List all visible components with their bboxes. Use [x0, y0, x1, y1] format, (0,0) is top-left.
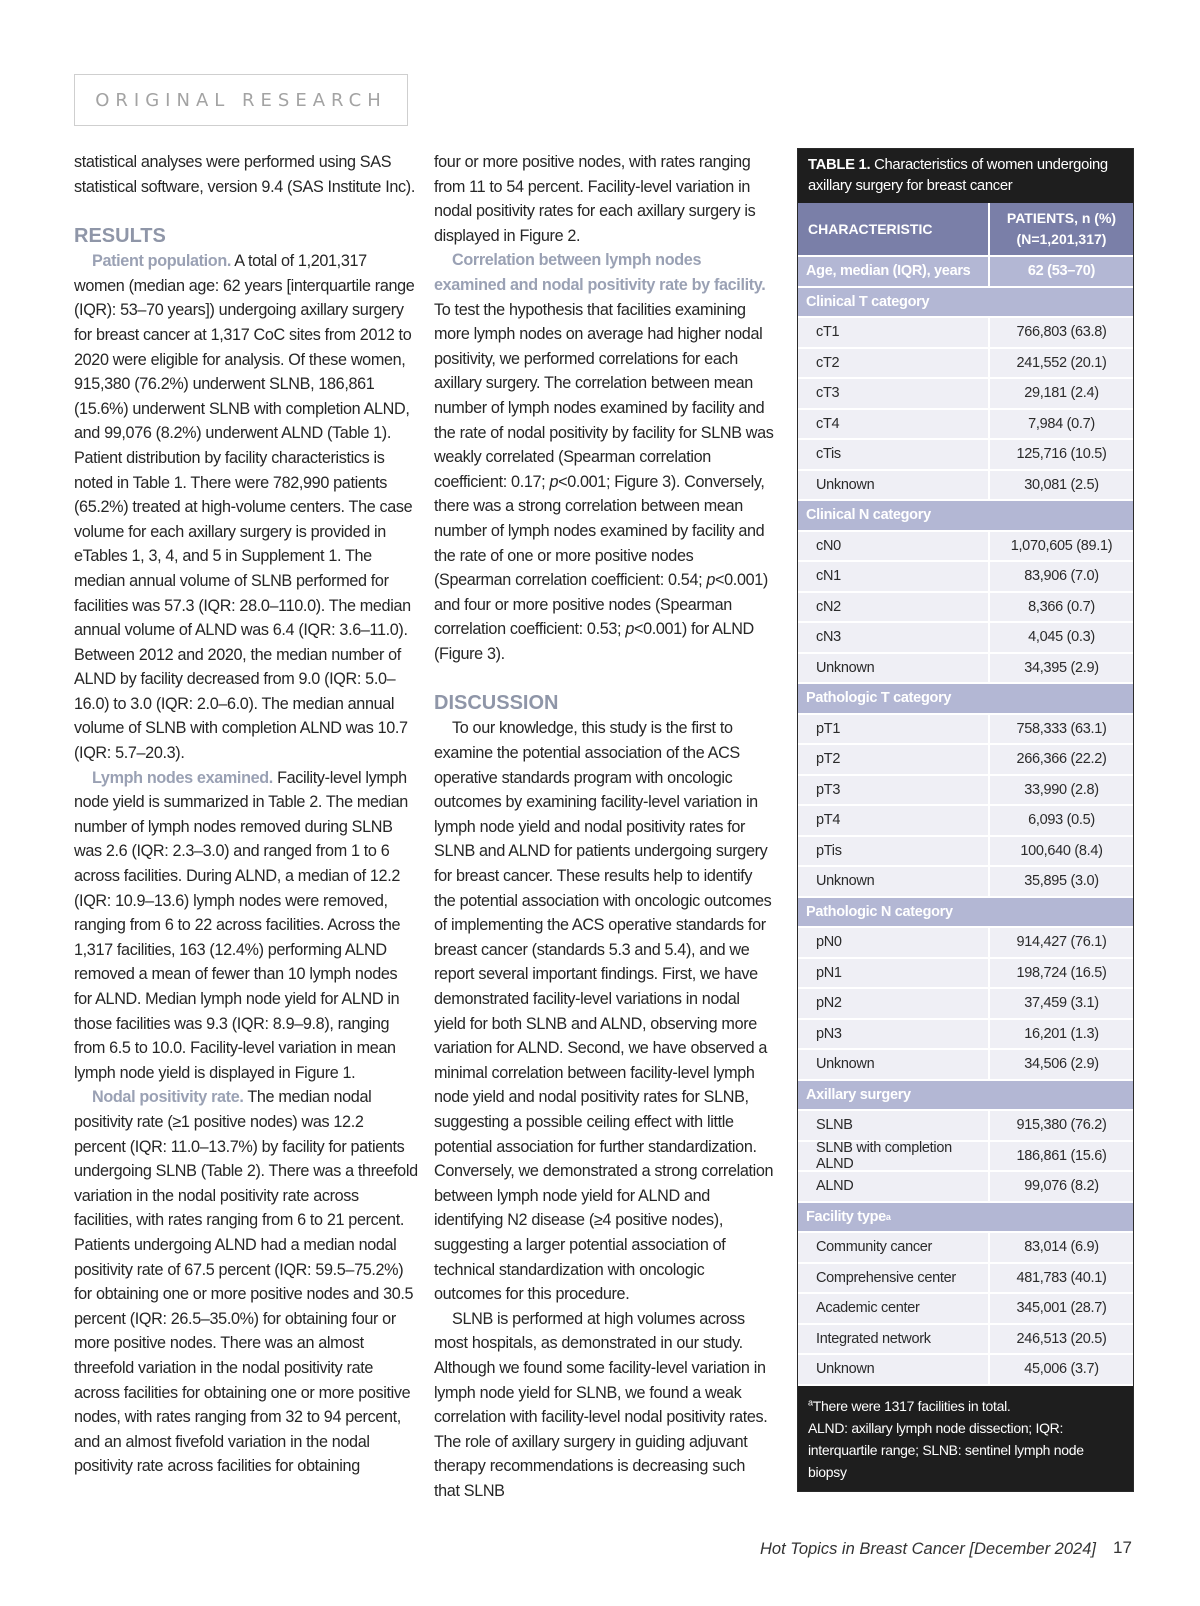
paragraph: statistical analyses were performed using SAS statistical software, version 9.4 (SAS Institute Inc).	[74, 153, 415, 196]
row-value: 37,459 (3.1)	[988, 989, 1133, 1018]
row-value: 100,640 (8.4)	[988, 837, 1133, 866]
table-group-header	[798, 684, 1133, 715]
table-row	[798, 471, 1133, 502]
table-row	[798, 837, 1133, 868]
paragraph-text: The median nodal positivity rate (≥1 positive nodes) was 12.2 percent (IQR: 11.0–13.7%) by facility for patients undergoing SLNB (Table 2). There was a threefold variation in the nodal positivity rate across facilities, with rates ranging from 6 to 21 percent. Patients undergoing ALND had a median nodal positivity rate of 67.5 percent (IQR: 59.5–75.2%) for obtaining one or more positive nodes and 30.5 percent (IQR: 26.5–35.0%) for obtaining four or more positive nodes. There was an almost threefold variation in the nodal positivity rate across facilities for obtaining one or more positive nodes, with rates ranging from 32 to 94 percent, and an almost fivefold variation in the nodal positivity rate across facilities for obtaining	[74, 1088, 418, 1476]
row-label: SLNB	[816, 1117, 853, 1134]
paragraph-nodal-positivity	[74, 1085, 418, 1479]
runin-heading: Lymph nodes examined.	[92, 768, 273, 787]
paragraph: four or more positive nodes, with rates ranging from 11 to 54 percent. Facility-level variation in nodal positivity rates for each axillary surgery is displayed in Figure 2.	[434, 153, 756, 245]
row-value: 915,380 (76.2)	[988, 1111, 1133, 1140]
header-line: (N=1,201,317)	[1016, 231, 1107, 247]
row-label: cT3	[816, 385, 840, 402]
row-value: 914,427 (76.1)	[988, 928, 1133, 957]
paragraph-text: To test the hypothesis that facilities examining more lymph nodes on average had higher nodal positivity, we performed correlations for each axillary surgery. The correlation between mean number of lymph nodes examined by facility and the rate of nodal positivity by facility for SLNB was weakly correlated (Spearman correlation coefficient: 0.17;	[434, 300, 774, 491]
header-line: PATIENTS, n (%)	[1006, 210, 1117, 226]
row-label: Comprehensive center	[816, 1269, 956, 1286]
row-value: 246,513 (20.5)	[988, 1325, 1133, 1354]
paragraph-discussion-1: To our knowledge, this study is the first to examine the potential association of the ACS operative standards program with oncologic outcomes by examining facility-level variation in lymph node yield and nodal positivity rates for SLNB and ALND for patients undergoing surgery for breast cancer. These results help to identify the potential association with oncologic outcomes of implementing the ACS operative standards for breast cancer (standards 5.3 and 5.4), and we report several important findings. First, we have demonstrated facility-level variations in nodal yield for both SLNB and ALND, observing more variation for ALND. Second, we have observed a minimal correlation between facility-level lymph node yield and nodal positivity rates for SLNB, suggesting a possible ceiling effect with little potential association for further standardization. Conversely, we demonstrated a strong correlation between lymph node yield for ALND and identifying N2 disease (≥4 positive nodes), suggesting a larger potential association of technical standardization with oncologic outcomes for this procedure.	[434, 719, 774, 1304]
table-header-characteristic: CHARACTERISTIC	[808, 221, 933, 237]
table-1	[797, 148, 1134, 1492]
group-title: Axillary surgery	[806, 1086, 911, 1103]
row-label: cN0	[816, 537, 841, 554]
row-value: 83,906 (7.0)	[988, 562, 1133, 591]
discussion-heading: DISCUSSION	[434, 692, 559, 715]
row-value: 33,990 (2.8)	[988, 776, 1133, 805]
row-label: cN3	[816, 629, 841, 646]
group-title: Facility type	[806, 1208, 886, 1225]
runin-heading: Correlation between lymph nodes examined and nodal positivity rate by facility.	[434, 251, 766, 294]
row-label: pT4	[816, 812, 841, 829]
paragraph-text: Facility-level lymph node yield is summarized in Table 2. The median number of lymph nodes removed during SLNB was 2.6 (IQR: 2.3–3.0) and ranged from 1 to 6 across facilities. During ALND, a median of 12.2 (IQR: 10.9–13.6) lymph nodes were removed, ranging from 6 to 22 across facilities. Across the 1,317 facilities, 163 (12.4%) performing ALND removed a mean of fewer than 10 lymph nodes for ALND. Median lymph node yield for ALND in those facilities was 9.3 (IQR: 8.9–9.8), ranging from 6.5 to 10.0. Facility-level variation in mean lymph node yield is displayed in Figure 1.	[74, 768, 408, 1082]
row-value: 1,070,605 (89.1)	[988, 532, 1133, 561]
table-row	[798, 532, 1133, 563]
table-row	[798, 1139, 1133, 1173]
row-value: 16,201 (1.3)	[988, 1020, 1133, 1049]
row-label: pN0	[816, 934, 842, 951]
table-row	[798, 715, 1133, 746]
table-group-header	[798, 1203, 1133, 1234]
row-label: Unknown	[816, 1361, 875, 1378]
group-title: Clinical T category	[806, 293, 930, 310]
text-column-2	[434, 150, 774, 1503]
row-value: 62 (53–70)	[988, 257, 1133, 286]
table-group-header	[798, 501, 1133, 532]
table-row	[798, 959, 1133, 990]
table-header-patients	[988, 203, 1133, 255]
row-label: Age, median (IQR), years	[806, 263, 971, 280]
row-value: 6,093 (0.5)	[988, 806, 1133, 835]
table-row	[798, 1233, 1133, 1264]
table-row	[798, 989, 1133, 1020]
row-value: 198,724 (16.5)	[988, 959, 1133, 988]
table-row	[798, 1172, 1133, 1203]
paragraph-text: <0.001) for ALND (Figure 3).	[434, 620, 754, 663]
row-value: 83,014 (6.9)	[988, 1233, 1133, 1262]
table-row	[798, 1111, 1133, 1142]
row-label: Unknown	[816, 659, 875, 676]
row-label: cN1	[816, 568, 841, 585]
row-label: cT4	[816, 415, 840, 432]
table-row	[798, 410, 1133, 441]
table-row	[798, 440, 1133, 471]
table-caption	[798, 149, 1133, 203]
row-label: Academic center	[816, 1300, 920, 1317]
row-label: ALND	[816, 1178, 854, 1195]
row-value: 186,861 (15.6)	[988, 1142, 1133, 1171]
row-value: 30,081 (2.5)	[988, 471, 1133, 500]
row-label: pN1	[816, 964, 842, 981]
table-row	[798, 379, 1133, 410]
row-value: 481,783 (40.1)	[988, 1264, 1133, 1293]
table-caption-label: TABLE 1.	[808, 157, 871, 173]
row-label: pN2	[816, 995, 842, 1012]
paragraph-lymph-nodes	[74, 766, 418, 1086]
row-label: cN2	[816, 598, 841, 615]
paragraph-text: <0.001; Figure 3). Conversely, there was a strong correlation between mean number of lymph nodes examined by facility and the rate of one or more positive nodes (Spearman correlation coefficient: 0.54;	[434, 472, 765, 590]
table-row	[798, 623, 1133, 654]
table-row	[798, 318, 1133, 349]
page-number: 17	[1113, 1538, 1132, 1557]
row-label: pN3	[816, 1025, 842, 1042]
table-row	[798, 1325, 1133, 1356]
row-value: 758,333 (63.1)	[988, 715, 1133, 744]
row-value: 35,895 (3.0)	[988, 867, 1133, 896]
row-label: SLNB with completion ALND	[816, 1139, 952, 1172]
p-symbol: p	[549, 472, 559, 491]
section-label: ORIGINAL RESEARCH	[74, 74, 408, 126]
row-value: 8,366 (0.7)	[988, 593, 1133, 622]
row-label: Unknown	[816, 476, 875, 493]
row-value: 99,076 (8.2)	[988, 1172, 1133, 1201]
table-row	[798, 928, 1133, 959]
row-label: Integrated network	[816, 1330, 931, 1347]
table-group-header	[798, 1081, 1133, 1112]
row-label: Unknown	[816, 1056, 875, 1073]
table-row	[798, 1264, 1133, 1295]
row-value: 34,395 (2.9)	[988, 654, 1133, 683]
table-group-header	[798, 898, 1133, 929]
table-row	[798, 745, 1133, 776]
paragraph-text: <0.001) and four or more positive nodes (Spearman correlation coefficient: 0.53;	[434, 571, 768, 639]
row-label: Unknown	[816, 873, 875, 890]
row-label: Community cancer	[816, 1239, 933, 1256]
row-label: pT1	[816, 720, 841, 737]
table-header-row	[798, 203, 1133, 257]
table-footnote	[798, 1386, 1133, 1492]
row-value: 45,006 (3.7)	[988, 1355, 1133, 1384]
p-symbol: p	[706, 571, 716, 590]
row-value: 266,366 (22.2)	[988, 745, 1133, 774]
table-row	[798, 654, 1133, 685]
paragraph-text: A total of 1,201,317 women (median age: 62 years [interquartile range (IQR): 53–70 years]) undergoing axillary surgery for breast cancer at 1,317 CoC sites from 2012 to 2020 were eligible for analysis. Of these women, 915,380 (76.2%) underwent SLNB, 186,861 (15.6%) underwent SLNB with completion ALND, and 99,076 (8.2%) underwent ALND (Table 1). Patient distribution by facility characteristics is noted in Table 1. There were 782,990 patients (65.2%) treated at high-volume centers. The case volume for each axillary surgery is provided in eTables 1, 3, 4, and 5 in Supplement 1. The median annual volume of SLNB performed for facilities was 57.3 (IQR: 28.0–110.0). The median annual volume of ALND was 6.4 (IQR: 3.6–11.0). Between 2012 and 2020, the median number of ALND by facility decreased from 9.0 (IQR: 5.0–16.0) to 3.0 (IQR: 2.0–6.0). The median annual volume of SLNB with completion ALND was 10.7 (IQR: 5.7–20.3).	[74, 252, 415, 763]
table-row	[798, 1050, 1133, 1081]
row-value: 345,001 (28.7)	[988, 1294, 1133, 1323]
row-value: 241,552 (20.1)	[988, 349, 1133, 378]
row-label: pT3	[816, 781, 841, 798]
group-title: Pathologic T category	[806, 690, 952, 707]
row-label: cTis	[816, 446, 841, 463]
footnote-marker: a	[808, 1397, 813, 1408]
p-symbol: p	[625, 620, 634, 639]
group-title: Clinical N category	[806, 507, 931, 524]
table-row	[798, 867, 1133, 898]
row-value: 7,984 (0.7)	[988, 410, 1133, 439]
table-row-age	[798, 257, 1133, 288]
footnote-marker: a	[885, 1211, 891, 1222]
table-row	[798, 349, 1133, 380]
paragraph-patient-population	[74, 249, 418, 765]
table-caption-text: Characteristics of women undergoing axillary surgery for breast cancer	[808, 157, 1108, 194]
paragraph-correlation	[434, 248, 774, 666]
table-row	[798, 593, 1133, 624]
table-body	[798, 288, 1133, 1386]
row-value: 34,506 (2.9)	[988, 1050, 1133, 1079]
paragraph-discussion-2: SLNB is performed at high volumes across most hospitals, as demonstrated in our study. Although we found some facility-level variation in lymph node yield for SLNB, we found a weak correlation with facility-level nodal positivity rates. The role of axillary surgery in guiding adjuvant therapy recommendations is decreasing such that SLNB	[434, 1309, 768, 1500]
table-row	[798, 776, 1133, 807]
runin-heading: Nodal positivity rate.	[92, 1088, 244, 1107]
row-value: 29,181 (2.4)	[988, 379, 1133, 408]
table-row	[798, 806, 1133, 837]
group-title: Pathologic N category	[806, 903, 953, 920]
journal-name: Hot Topics in Breast Cancer [December 2024]	[760, 1540, 1096, 1558]
row-label: pTis	[816, 842, 842, 859]
table-row	[798, 1294, 1133, 1325]
row-label: pT2	[816, 751, 841, 768]
row-value: 4,045 (0.3)	[988, 623, 1133, 652]
runin-heading: Patient population.	[92, 252, 232, 271]
table-row	[798, 1020, 1133, 1051]
results-heading: RESULTS	[74, 225, 166, 248]
table-row	[798, 1355, 1133, 1386]
row-label: cT2	[816, 354, 840, 371]
row-value: 766,803 (63.8)	[988, 318, 1133, 347]
text-column-1	[74, 150, 418, 1479]
row-value: 125,716 (10.5)	[988, 440, 1133, 469]
footnote-text: There were 1317 facilities in total.	[812, 1398, 1011, 1415]
footnote-abbreviations: ALND: axillary lymph node dissection; IQR: interquartile range; SLNB: sentinel lymph node biopsy	[808, 1420, 1084, 1481]
row-label: cT1	[816, 324, 840, 341]
table-group-header	[798, 288, 1133, 319]
table-row	[798, 562, 1133, 593]
